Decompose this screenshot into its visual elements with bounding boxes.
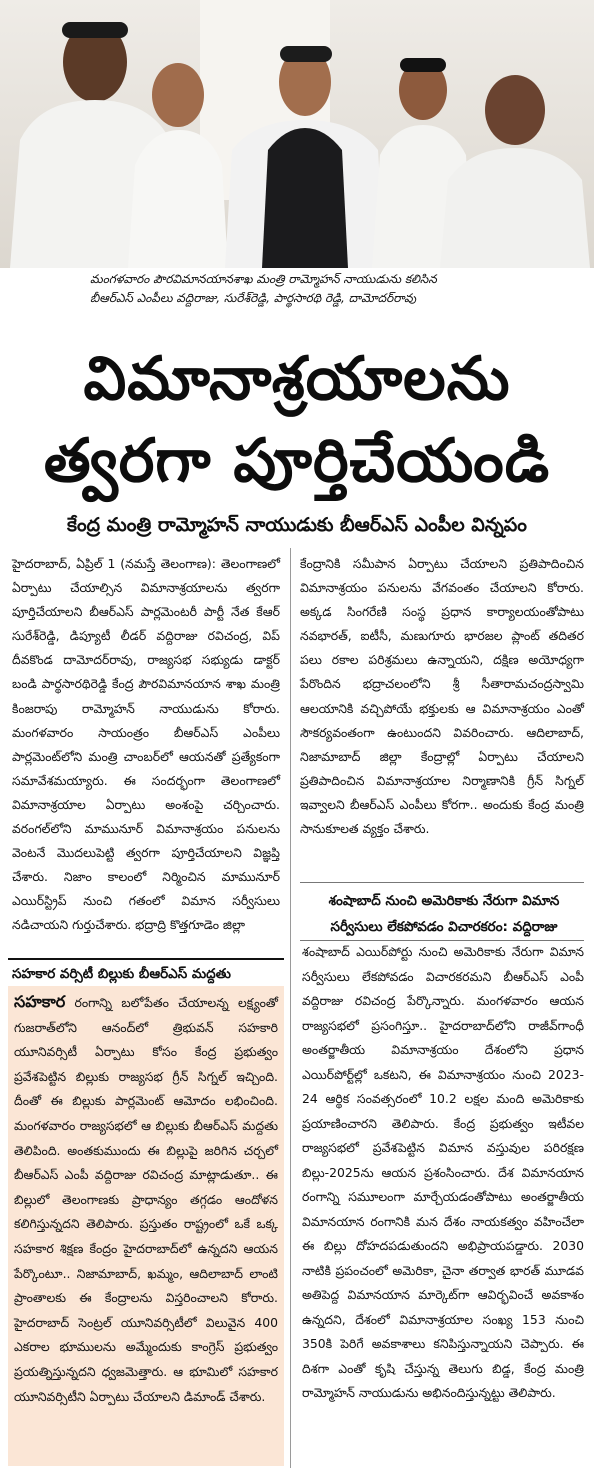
photo-caption xyxy=(90,270,560,308)
box-heading: సహకార వర్సిటీ బిల్లుకు బీఆర్ఎస్ మద్దతు xyxy=(8,958,284,986)
box-body: రంగాన్ని బలోపేతం చేయాలన్న లక్ష్యంతో గుజరాత్‌లోని ఆనంద్‌లో త్రిభువన్ సహకారి యూనివర్సిటీ ఏర్పాటు కోసం కేంద్ర ప్రభుత్వం ప్రవేశపెట్టిన బిల్లుకు రాజ్యసభ గ్రీన్ సిగ్నల్ ఇచ్చింది. దీంతో ఈ బిల్లుకు పార్లమెంట్ ఆమోదం లభించింది. మంగళవారం రాజ్యసభలో ఆ బిల్లుకు బీఆర్ఎస్ మద్దతు తెలిపింది. అంతకుముందు ఈ బిల్లుపై జరిగిన చర్చలో బీఆర్ఎస్ ఎంపీ వద్దిరాజు రవిచంద్ర మాట్లాడుతూ.. ఈ బిల్లులో తెలంగాణకు ప్రాధాన్యం తగ్గడం ఆందోళన కలిగిస్తున్నదని తెలిపారు. ప్రస్తుతం రాష్ట్రంలో ఒకే ఒక్క సహకార శిక్షణ కేంద్రం హైదరాబాద్‌లో ఉన్నదని ఆయన పేర్కొంటూ.. నిజామాబాద్, ఖమ్మం, ఆదిలాబాద్ లాంటి ప్రాంతాలకు ఈ కేంద్రాలను విస్తరించాలని కోరారు. హైదరాబాద్ సెంట్రల్ యూనివర్సిటీలో విలువైన 400 ఎకరాల భూములను అమ్మేందుకు కాంగ్రెస్ ప్రభుత్వం ప్రయత్నిస్తున్నదని ధ్వజమెత్తారు. ఆ భూమిలో సహకార యూనివర్సిటీని ఏర్పాటు చేయాలని డిమాండ్ చేశారు. xyxy=(14,995,278,1404)
headline-line-2: త్వరగా పూర్తిచేయండి xyxy=(43,426,551,496)
box-first-word: సహకార xyxy=(14,992,66,1011)
news-photo xyxy=(0,0,594,268)
box-paragraph xyxy=(14,990,278,1409)
right-column-text xyxy=(300,552,584,841)
right-column-paragraph-2: శంషాబాద్ ఎయిర్‌పోర్టు నుంచి అమెరికాకు నేరుగా విమాన సర్వీసులు లేకపోవడం విచారకరమని బీఆర్ఎస్ ఎంపీ వద్దిరాజు రవిచంద్ర పేర్కొన్నారు. మంగళవారం ఆయన రాజ్యసభలో ప్రసంగిస్తూ.. హైదరాబాద్‌లోని రాజీవ్‌గాంధీ అంతర్జాతీయ విమానాశ్రయం దేశంలోని ప్రధాన ఎయిర్‌పోర్ట్‌ల్లో ఒకటని, ఈ విమానాశ్రయం నుంచి 2023-24 ఆర్థిక సంవత్సరంలో 10.2 లక్షల మంది అమెరికాకు ప్రయాణించారని తెలిపారు. కేంద్ర ప్రభుత్వం ఇటీవల రాజ్యసభలో ప్రవేశపెట్టిన విమాన వస్తువుల పరిరక్షణ బిల్లు-2025ను ఆయన ప్రశంసించారు. దేశ విమానయాన రంగాన్ని సమూలంగా మార్చేయడంతోపాటు అంతర్జాతీయ విమానయాన రంగానికి మన దేశం నాయకత్వం వహించేలా ఈ బిల్లు దోహదపడుతుందని అభిప్రాయపడ్డారు. 2030 నాటికి ప్రపంచంలో అమెరికా, చైనా తర్వాత భారత్ మూడవ అతిపెద్ద విమానయాన మార్కెట్‌గా ఆవిర్భవించే అవకాశం ఉన్నదని, దేశంలో విమానాశ్రయాల సంఖ్య 153 నుంచి 350కి పెరిగే అవకాశాలు కనిపిస్తున్నాయని చెప్పారు. ఈ దిశగా ఎంతో కృషి చేస్తున్న తెలుగు బిడ్డ, కేంద్ర మంత్రి రామ్మోహన్ నాయుడును అభినందిస్తున్నట్టు తెలిపారు. xyxy=(302,944,584,1400)
right-subheadline: శంషాబాద్ నుంచి అమెరికాకు నేరుగా విమాన సర్వీసులు లేకపోవడం విచారకరం: వద్దిరాజు xyxy=(328,893,560,935)
caption-line-1: మంగళవారం పౌరవిమానయానశాఖ మంత్రి రామ్మోహన్ నాయుడును కలిసిన xyxy=(90,272,437,286)
box-story xyxy=(14,990,278,1409)
group-photo-illustration xyxy=(0,0,594,268)
right-column-paragraph: కేంద్రానికి సమీపాన ఏర్పాటు చేయాలని ప్రతిపాదించిన విమానాశ్రయం పనులను వేగవంతం చేయాలని కోరారు. అక్కడ సింగరేణి సంస్థ ప్రధాన కార్యాలయంతోపాటు నవభారత్, ఐటీసీ, మణుగూరు భారజల ప్లాంట్ తదితర పలు రకాల పరిశ్రమలు ఉన్నాయని, దక్షిణ అయోధ్యగా పేరొందిన భద్రాచలంలోని శ్రీ సీతారామచంద్రస్వామి ఆలయానికి వచ్చిపోయే భక్తులకు ఆ విమానాశ్రయం ఎంతో సౌకర్యవంతంగా ఉంటుందని వివరించారు. ఆదిలాబాద్, నిజామాబాద్ జిల్లా కేంద్రాల్లో ఏర్పాటు చేయాలని ప్రతిపాదించిన విమానాశ్రయాల నిర్మాణానికి గ్రీన్ సిగ్నల్ ఇవ్వాలని బీఆర్ఎస్ ఎంపీలు కోరగా.. అందుకు కేంద్ర మంత్రి సానుకూలత వ్యక్తం చేశారు. xyxy=(300,556,584,837)
right-subhead-top-rule xyxy=(300,882,584,883)
right-column-text-2 xyxy=(302,940,584,1406)
subheadline: కేంద్ర మంత్రి రామ్మోహన్ నాయుడుకు బీఆర్ఎస్ ఎంపీల విన్నపం xyxy=(67,514,527,536)
left-column-paragraph: హైదరాబాద్, ఏప్రిల్ 1 (నమస్తే తెలంగాణ): తెలంగాణలో ఏర్పాటు చేయాల్సిన విమానాశ్రయాలను త్వరగా పూర్తిచేయాలని బీఆర్ఎస్ పార్లమెంటరీ పార్టీ నేత కేఆర్ సురేశ్‌రెడ్డి, డిప్యూటీ లీడర్ వద్దిరాజు రవిచంద్ర, విప్ దీవకొండ దామోదర్‌రావు, రాజ్యసభ సభ్యుడు డాక్టర్ బండి పార్థసారథిరెడ్డి కేంద్ర పౌరవిమానయాన శాఖ మంత్రి కింజరాపు రామ్మోహన్ నాయుడును కోరారు. మంగళవారం సాయంత్రం బీఆర్ఎస్ ఎంపీలు పార్లమెంట్‌లోని మంత్రి చాంబర్‌లో ఆయనతో ప్రత్యేకంగా సమావేశమయ్యారు. ఈ సందర్భంగా తెలంగాణలో విమానాశ్రయాల ఏర్పాటు అంశంపై చర్చించారు. వరంగల్‌లోని మామునూర్ విమానాశ్రయం పనులను వెంటనే మొదలుపెట్టి త్వరగా పూర్తిచేయాలని విజ్ఞప్తి చేశారు. నిజాం కాలంలో నిర్మించిన మామునూర్ ఎయిర్‌స్ట్రిప్ నుంచి గతంలో విమాన సర్వీసులు నడిచాయని గుర్తుచేశారు. భద్రాద్రి కొత్తగూడెం జిల్లా xyxy=(12,556,280,933)
left-column-text xyxy=(12,552,280,938)
caption-line-2: బీఆర్ఎస్ ఎంపీలు వద్దిరాజు, సురేశ్‌రెడ్డి, పార్థసారథి రెడ్డి, దామోదర్‌రావు xyxy=(90,291,417,305)
column-divider xyxy=(290,548,291,1468)
headline-line-1: విమానాశ్రయాలను xyxy=(83,344,511,414)
